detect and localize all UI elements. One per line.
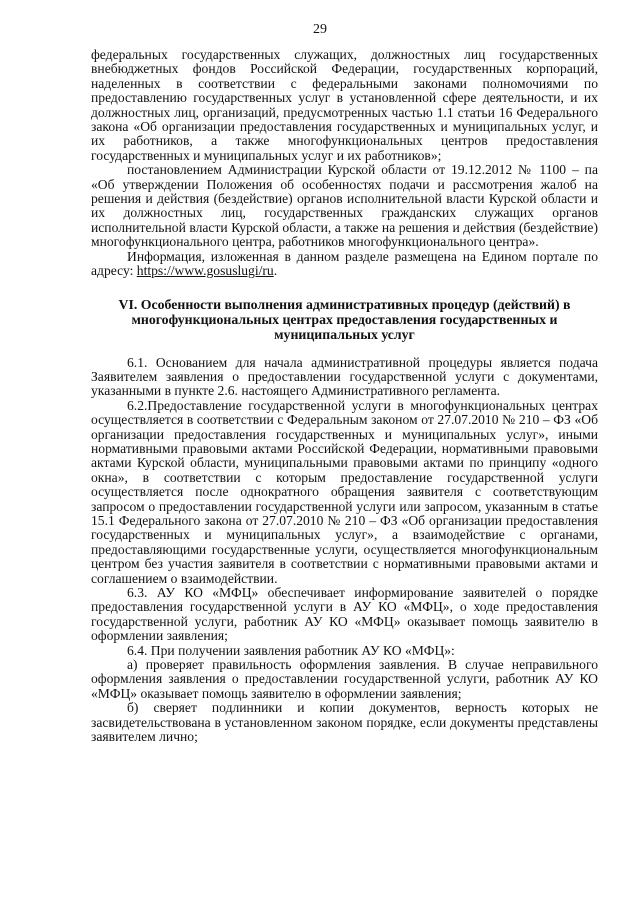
paragraph-6-4-b: б) сверяет подлинники и копии документов, верность которых не засвидетельствована в установленном законом порядке, если документы представлены заявителем лично; <box>91 700 598 745</box>
document-body <box>91 48 598 744</box>
portal-text: Информация, изложенная в данном разделе размещена на Едином портале по адресу: <box>91 248 598 279</box>
paragraph-portal-info <box>91 250 598 279</box>
paragraph-resolution-1100: постановлением Администрации Курской области от 19.12.2012 № 1100 – па «Об утверждении Положения об особенностях подачи и рассмотрения жалоб на решения и действия (бездействие) органов исполнительной власти Курской области и их должностных лиц, государственных гражданских служащих органов исполнительной власти Курской области, а также на решения и действия (бездействие) многофункционального центра, работников многофункционального центра». <box>91 162 598 250</box>
page-number: 29 <box>313 22 327 37</box>
paragraph-6-2: 6.2.Предоставление государственной услуги в многофункциональных центрах осуществляется в соответствии с Федеральным законом от 27.07.2010 № 210 – ФЗ «Об организации предоставления государственных и муниципальных услуг», иными нормативными правовыми актами Российской Федерации, нормативными правовыми актами Курской области, муниципальными правовыми актами по принципу «одного окна», в соответствии с которым предоставление государственной услуги осуществляется после однократного обращения заявителя с соответствующим запросом о предоставлении государственной услуги или запросом, указанным в статье 15.1 Федерального закона от 27.07.2010 № 210 – ФЗ «Об организации предоставления государственных и муниципальных услуг», а взаимодействие с органами, предоставляющими государственные услуги, осуществляется многофункциональным центром без участия заявителя в соответствии с нормативными правовыми актами и соглашением о взаимодействии. <box>91 397 598 586</box>
portal-link[interactable]: https://www.gosuslugi/ru <box>136 263 274 279</box>
portal-text-end: . <box>273 263 278 279</box>
paragraph-6-3: 6.3. АУ КО «МФЦ» обеспечивает информирование заявителей о порядке предоставления государственной услуги в АУ КО «МФЦ», о ходе предоставления государственной услуги, работник АУ КО «МФЦ» оказывает помощь заявителю в оформлении заявления; <box>91 585 598 644</box>
paragraph-6-1: 6.1. Основанием для начала административной процедуры является подача Заявителем заявления о предоставлении государственной услуги с документами, указанными в пункте 2.6. настоящего Административного регламента. <box>91 354 598 399</box>
paragraph-6-4-a: а) проверяет правильность оформления заявления. В случае неправильного оформления заявления о предоставлении государственной услуги, работник АУ КО «МФЦ» оказывает помощь заявителю в оформлении заявления; <box>91 657 598 701</box>
paragraph-federal-servants: федеральных государственных служащих, должностных лиц государственных внебюджетных фондов Российской Федерации, государственных корпораций, наделенных в соответствии с федеральными законами полномочиями по предоставлению государственных услуг в установленной сфере деятельности, и их должностных лиц, организаций, предусмотренных частью 1.1 статьи 16 Федерального закона «Об организации предоставления государственных и муниципальных услуг, и их работников, а также многофункциональных центров предоставления государственных и муниципальных услуг и их работников»; <box>91 47 598 163</box>
section-heading: VI. Особенности выполнения административных процедур (действий) в многофункциональных центрах предоставления государственных и муниципальных услуг <box>118 296 571 342</box>
paragraph-6-4: 6.4. При получении заявления работник АУ КО «МФЦ»: <box>127 642 455 658</box>
